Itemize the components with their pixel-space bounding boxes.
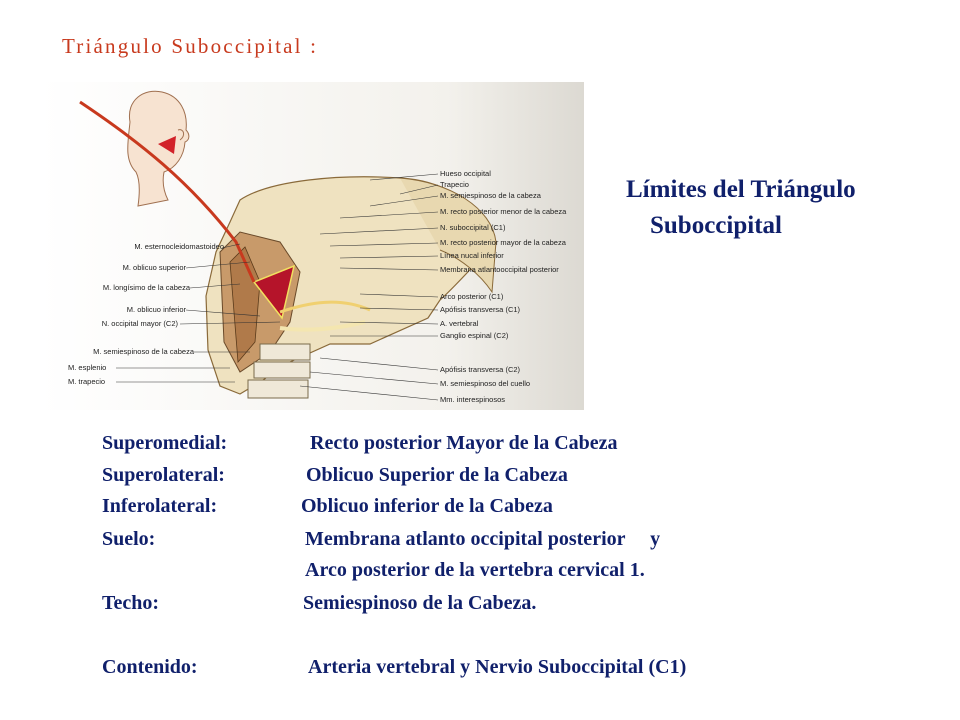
figure-label-right: Arco posterior (C1) <box>440 292 504 301</box>
row-value: Membrana atlanto occipital posterior y <box>305 528 661 550</box>
figure-label-right: Hueso occipital <box>440 169 491 178</box>
row-value: Arteria vertebral y Nervio Suboccipital (C1) <box>308 656 687 678</box>
figure-label-right: N. suboccipital (C1) <box>440 223 506 232</box>
row-value: Arco posterior de la vertebra cervical 1. <box>305 559 645 581</box>
row-key: Techo: <box>102 592 160 614</box>
slide-title: Triángulo Suboccipital : <box>62 34 319 58</box>
figure-label-right: M. semiespinoso del cuello <box>440 379 531 388</box>
row-key: Inferolateral: <box>102 495 218 517</box>
figure-label-left: M. esplenio <box>68 363 107 372</box>
figure-label-left: M. semiespinoso de la cabeza <box>93 347 194 356</box>
row-value: Oblicuo inferior de la Cabeza <box>301 495 553 517</box>
figure-label-left: M. esternocleidomastoideo <box>134 242 224 251</box>
row-key: Contenido: <box>102 656 198 678</box>
figure-label-right: M. semiespinoso de la cabeza <box>440 191 541 200</box>
figure-label-right: Ganglio espinal (C2) <box>440 331 509 340</box>
figure-label-left: M. oblicuo inferior <box>126 305 186 314</box>
row-key: Superolateral: <box>102 464 225 486</box>
figure-label-right: Trapecio <box>440 180 469 189</box>
figure-label-left: M. oblicuo superior <box>122 263 186 272</box>
heading-line-1: Límites del Triángulo <box>626 176 856 203</box>
figure-label-left: M. longísimo de la cabeza <box>102 283 190 292</box>
row-value: Semiespinoso de la Cabeza. <box>303 592 537 614</box>
figure-label-right: Mm. interespinosos <box>440 395 506 404</box>
figure-label-right: M. recto posterior mayor de la cabeza <box>440 238 566 247</box>
figure-label-right: Línea nucal inferior <box>440 251 504 260</box>
figure-label-right: Membrana atlantooccipital posterior <box>440 265 559 274</box>
row-key: Superomedial: <box>102 432 228 454</box>
figure-label-left: M. trapecio <box>68 377 106 386</box>
figure-label-right: M. recto posterior menor de la cabeza <box>440 207 567 216</box>
anatomy-illustration <box>40 82 584 410</box>
figure-label-right: Apófisis transversa (C2) <box>440 365 521 374</box>
heading-line-2: Suboccipital <box>650 212 782 239</box>
figure-label-right: A. vertebral <box>440 319 479 328</box>
section-heading <box>626 172 856 244</box>
figure-label-left: N. occipital mayor (C2) <box>101 319 178 328</box>
row-key: Suelo: <box>102 528 156 550</box>
row-value: Recto posterior Mayor de la Cabeza <box>310 432 618 454</box>
figure-label-right: Apófisis transversa (C1) <box>440 305 521 314</box>
row-value: Oblicuo Superior de la Cabeza <box>306 464 568 486</box>
